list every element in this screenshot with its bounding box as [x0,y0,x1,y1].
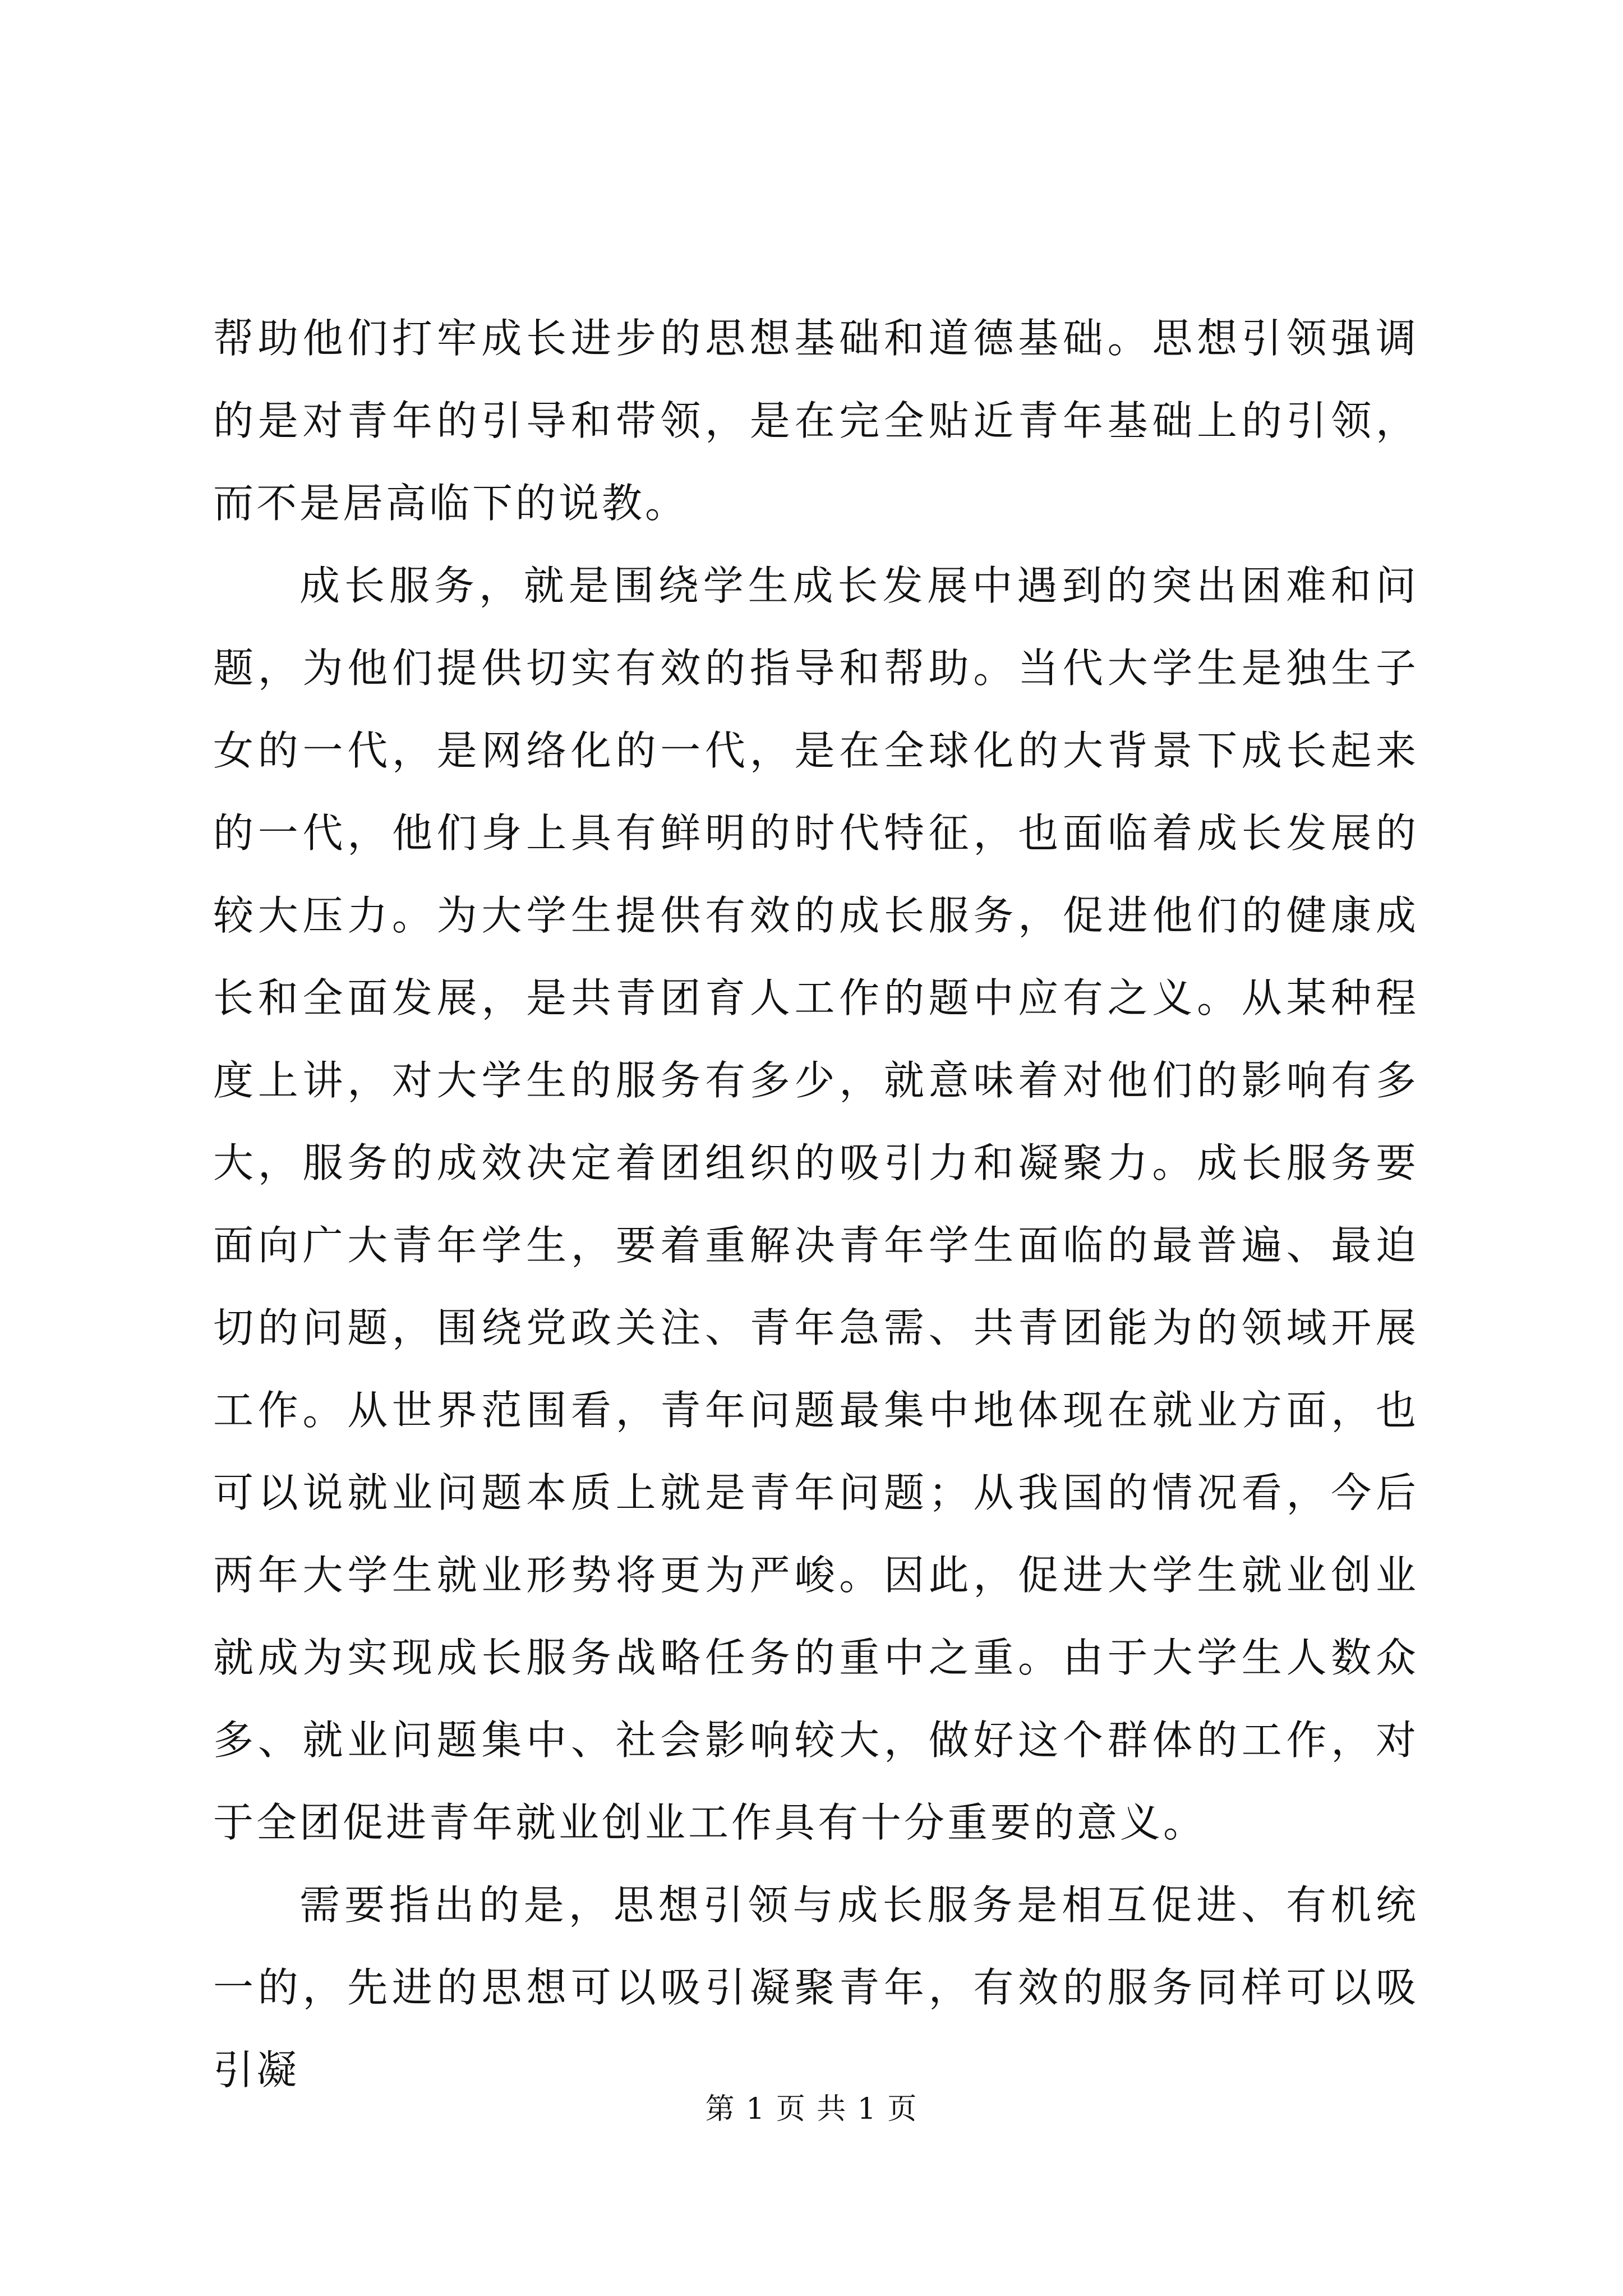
paragraph-2: 成长服务，就是围绕学生成长发展中遇到的突出困难和问题，为他们提供切实有效的指导和帮助。当代大学生是独生子女的一代，是网络化的一代，是在全球化的大背景下成长起来的一代，他们身上具有鲜明的时代特征，也面临着成长发展的较大压力。为大学生提供有效的成长服务，促进他们的健康成长和全面发展，是共青团育人工作的题中应有之义。从某种程度上讲，对大学生的服务有多少，就意味着对他们的影响有多大，服务的成效决定着团组织的吸引力和凝聚力。成长服务要面向广大青年学生，要着重解决青年学生面临的最普遍、最迫切的问题，围绕党政关注、青年急需、共青团能为的领域开展工作。从世界范围看，青年问题最集中地体现在就业方面，也可以说就业问题本质上就是青年问题；从我国的情况看，今后两年大学生就业形势将更为严峻。因此，促进大学生就业创业就成为实现成长服务战略任务的重中之重。由于大学生人数众多、就业问题集中、社会影响较大，做好这个群体的工作，对于全团促进青年就业创业工作具有十分重要的意义。 [213,562,1419,1846]
paragraph-3: 需要指出的是，思想引领与成长服务是相互促进、有机统一的，先进的思想可以吸引凝聚青年，有效的服务同样可以吸引凝 [213,1881,1419,2093]
document-body [213,297,1419,2111]
page-footer: 第 1 页 共 1 页 [705,2092,918,2126]
paragraph-1: 帮助他们打牢成长进步的思想基础和道德基础。思想引领强调的是对青年的引导和带领，是在完全贴近青年基础上的引领，而不是居高临下的说教。 [213,315,1419,527]
